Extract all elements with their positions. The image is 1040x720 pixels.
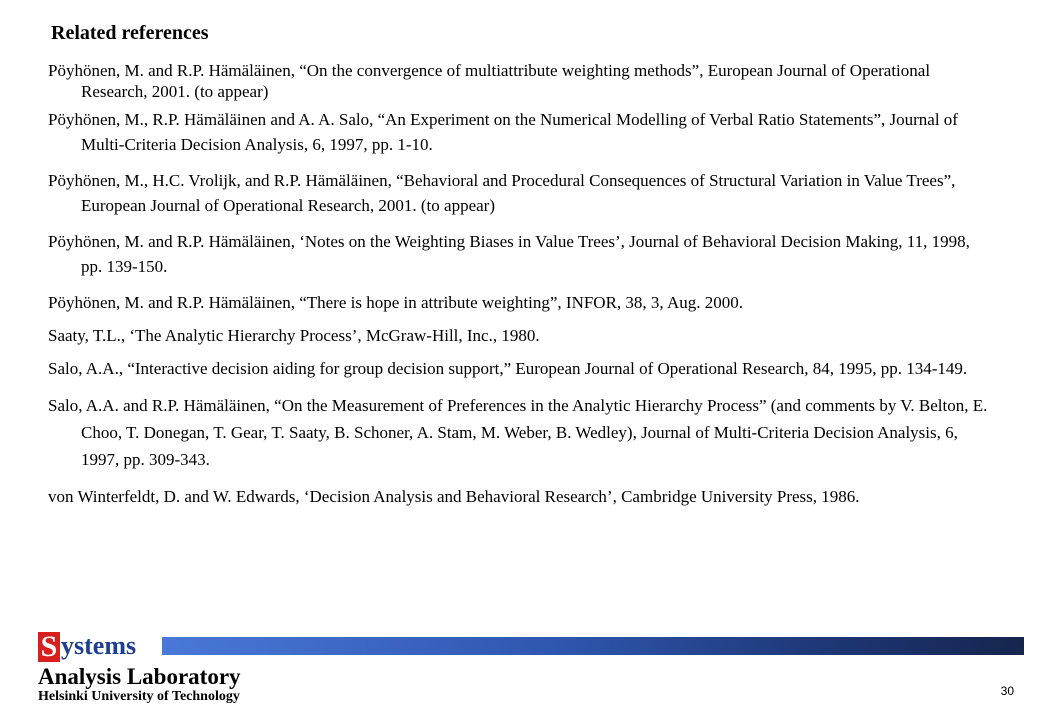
reference-item: Pöyhönen, M. and R.P. Hämäläinen, “There is hope in attribute weighting”, INFOR, 38, 3, Aug. 2000. (48, 293, 744, 312)
footer-gradient-bar (162, 637, 1024, 655)
reference-item: Salo, A.A. and R.P. Hämäläinen, “On the Measurement of Preferences in the Analytic Hierarchy Process” (and comments by V. Belton, E. Choo, T. Donegan, T. Gear, T. Saaty, B. Schoner, A. Stam, M. Weber, B. Wedley), Journal of Multi-Criteria Decision Analysis, 6, 1997, pp. 309-343. (48, 396, 988, 469)
reference-item: Pöyhönen, M., H.C. Vrolijk, and R.P. Hämäläinen, “Behavioral and Procedural Consequences of Structural Variation in Value Trees”, European Journal of Operational Research, 2001. (to appear) (48, 171, 956, 215)
reference-item: von Winterfeldt, D. and W. Edwards, ‘Decision Analysis and Behavioral Research’, Cambridge University Press, 1986. (48, 487, 860, 506)
reference-item: Saaty, T.L., ‘The Analytic Hierarchy Process’, McGraw-Hill, Inc., 1980. (48, 326, 540, 345)
reference-item: Pöyhönen, M., R.P. Hämäläinen and A. A. Salo, “An Experiment on the Numerical Modelling of Verbal Ratio Statements”, Journal of Multi-Criteria Decision Analysis, 6, 1997, pp. 1-10. (48, 110, 958, 154)
university-name: Helsinki University of Technology (38, 689, 240, 704)
page-number: 30 (1000, 684, 1014, 698)
reference-item: Pöyhönen, M. and R.P. Hämäläinen, “On the convergence of multiattribute weighting methods”, European Journal of Operational Research, 2001. (to appear) (48, 61, 931, 101)
logo-initial: S (38, 632, 60, 662)
reference-item: Pöyhönen, M. and R.P. Hämäläinen, ‘Notes on the Weighting Biases in Value Trees’, Journal of Behavioral Decision Making, 11, 1998, pp. 139-150. (48, 232, 970, 276)
logo-wordmark: ystems (61, 631, 137, 660)
lab-name: Analysis Laboratory (38, 664, 241, 689)
slide-heading: Related references (51, 22, 209, 44)
reference-item: Salo, A.A., “Interactive decision aiding for group decision support,” European Journal of Operational Research, 84, 1995, pp. 134-149. (48, 359, 968, 378)
reference-list (48, 60, 988, 520)
